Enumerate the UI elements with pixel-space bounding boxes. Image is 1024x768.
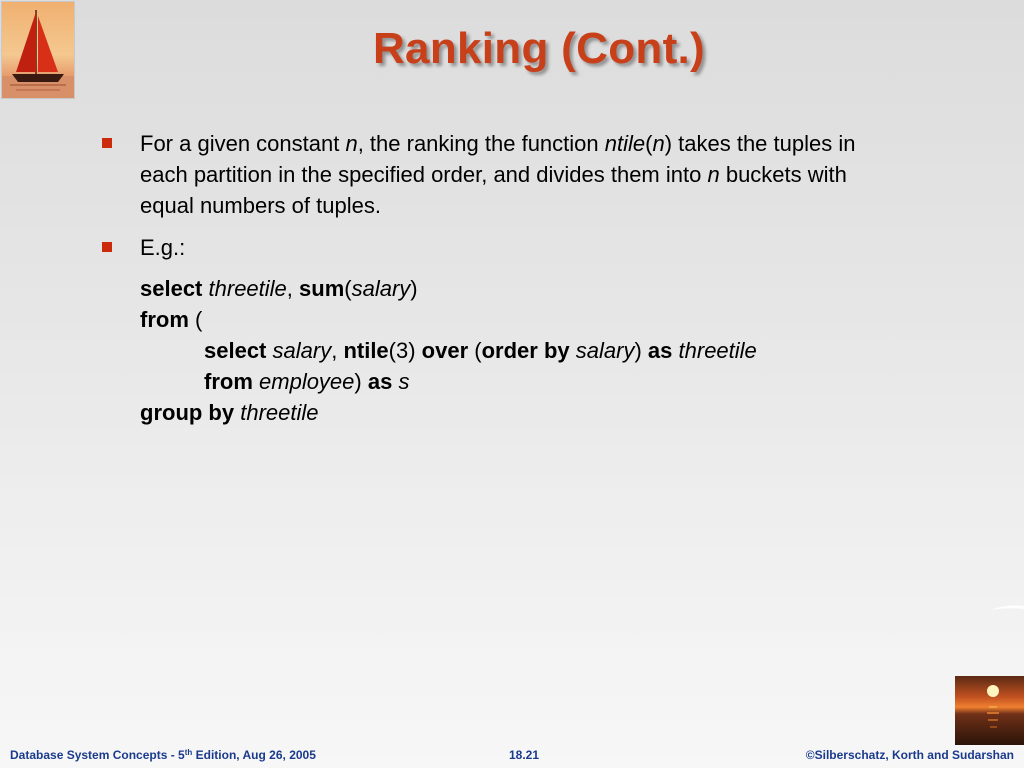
bullet-square-icon (102, 138, 112, 148)
code-line: from ( (140, 307, 203, 332)
sunset-image (955, 676, 1024, 745)
slide-footer (0, 745, 1024, 768)
slide-title: Ranking (Cont.) (372, 24, 705, 73)
code-line: group by threetile (140, 400, 319, 425)
sunset-icon (955, 676, 1024, 745)
bullet-text: For a given constant n, the ranking the function ntile(n) takes the tuples in each partition in the specified order, and divides them into n buckets with equal numbers of tuples. (140, 131, 856, 218)
bullet-square-icon (102, 242, 112, 252)
code-line: select salary, ntile(3) over (order by salary) as threetile (204, 338, 757, 363)
code-line: from employee) as s (204, 369, 410, 394)
footer-copyright: ©Silberschatz, Korth and Sudarshan (805, 748, 1014, 762)
sql-example (140, 273, 757, 428)
code-line: select threetile, sum(salary) (140, 276, 418, 301)
bullet-ntile-description (102, 128, 892, 221)
footer-book-title: Database System Concepts - 5th Edition, Aug 26, 2005 (10, 748, 316, 762)
footer-slide-number: 18.21 (509, 748, 540, 762)
bullet-text: E.g.: (140, 235, 186, 260)
bullet-example (102, 232, 892, 263)
decorative-swoosh (984, 596, 1024, 636)
